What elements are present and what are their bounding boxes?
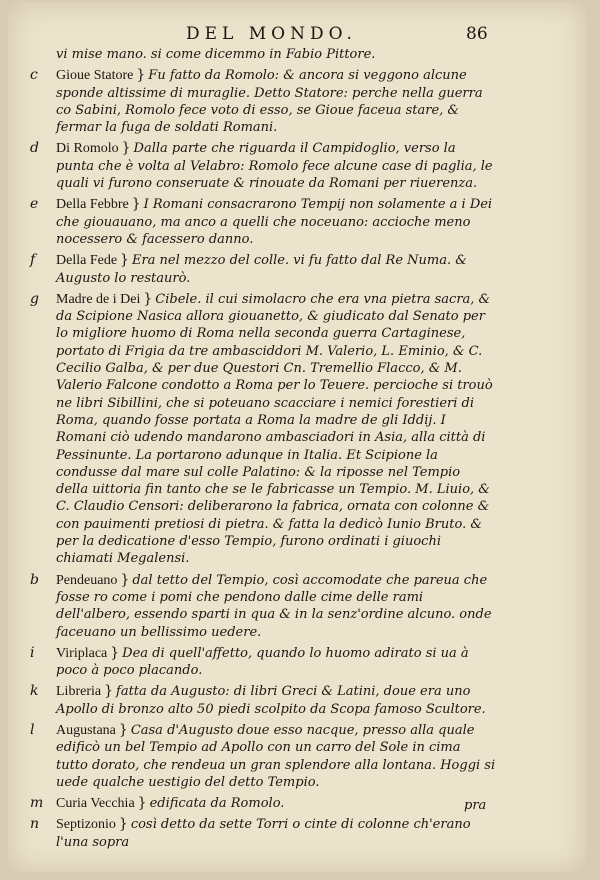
entry-name: Augustana <box>56 722 116 738</box>
entry-name: Septizonio <box>56 817 116 833</box>
brace-mark: } <box>120 571 130 588</box>
entry-name: Madre de i Dei <box>56 291 141 307</box>
entry-name: Gioue Statore <box>56 68 134 84</box>
entry-text: Dea di quell'affetto, quando lo huomo adirato si ua à poco à poco placando. <box>56 645 469 679</box>
entry-text: così detto da sette Torri o cinte di colonne ch'erano l'una sopra <box>56 817 471 850</box>
intro-text: vi mise mano. si come dicemmo in Fabio Pittore. <box>56 47 376 62</box>
entry-libreria <box>26 683 496 718</box>
entry-letter: e <box>30 196 39 213</box>
entry-pendeuano <box>26 572 496 641</box>
entry-text: Era nel mezzo del colle. vi fu fatto dal Re Numa. & Augusto lo restaurò. <box>56 253 467 286</box>
entry-text: Fu fatto da Romolo: & ancora si veggono alcune sponde altissime di muraglie. Detto Statore: perche nella guerra co Sabini, Romolo fece voto di esso, se Gioue faceua stare, & fermar la fuga de soldati Romani. <box>56 68 483 136</box>
entry-text: Dalla parte che riguarda il Campidoglio, verso la punta che è volta al Velabro: Romolo fece alcune case di paglia, le quali vi furono conseruate & rinouate da Romani per riuerenza. <box>56 141 493 192</box>
brace-mark: } <box>110 644 120 661</box>
brace-mark: } <box>121 140 131 157</box>
entry-letter: m <box>30 795 44 812</box>
brace-mark: } <box>136 67 146 84</box>
entry-della-febbre <box>26 196 496 248</box>
entry-text: Cibele. il cui simolacro che era vna pietra sacra, & da Scipione Nasica allora giouanetto, & giudicato dal Senato per lo migliore huomo di Roma nella seconda guerra Cartaginese, portato di Frigia da tre ambasciddori M. Valerio, L. Eminio, & C. Cecilio Galba, & per due Questori Cn. Tremellio Flacco, & M. Valerio Falcone condotto a Roma per lo Teuere. percioche si trouò ne libri Sibillini, che si poteuano scacciare i nemici forestieri di Roma, quando fosse portata a Roma la madre de gli Iddij. I Romani ciò udendo mandarono ambasciadori in Asia, alla città di Pessinunte. La portarono adunque in Italia. Et Scipione la condusse dal mare sul colle Palatino: & la riposse nel Tempio della uittoria fin tanto che se le fabricasse un Tempio. M. Liuio, & C. Claudio Censori: deliberarono la fabrica, ornata con colonne & con pauimenti pretiosi di pietra. & fatta la dedicò Iunio Bruto. & per la dedicatione d'esso Tempio, furono ordinati i giuochi chiamati Megalensi. <box>56 291 493 567</box>
page-content <box>26 46 496 855</box>
entry-letter: l <box>30 721 35 738</box>
entry-text: I Romani consacrarono Tempij non solamente a i Dei che giouauano, ma anco a quelli che noceuano: accioche meno nocessero & facessero danno. <box>56 197 493 247</box>
entry-letter: k <box>30 683 39 700</box>
entry-di-romolo <box>26 140 496 192</box>
entry-septizonio <box>26 816 496 851</box>
brace-mark: } <box>104 683 114 700</box>
page-header <box>8 24 586 46</box>
entry-curia-vecchia <box>26 795 496 812</box>
entry-letter: b <box>30 571 39 588</box>
entry-viriplaca <box>26 645 496 680</box>
entry-letter: d <box>30 140 39 157</box>
catchword: pra <box>464 798 487 813</box>
entry-text: Casa d'Augusto doue esso nacque, presso alla quale edificò un bel Tempio ad Apollo con un carro del Sole in cima tutto dorato, che rendeua un gran splendore alla lontana. Hoggi si uede qualche uestigio del detto Tempio. <box>56 722 496 790</box>
brace-mark: } <box>118 721 128 738</box>
intro-line <box>26 46 496 63</box>
running-title: DEL MONDO. <box>186 24 357 44</box>
entry-text: edificata da Romolo. <box>149 796 285 812</box>
entry-text: fatta da Augusto: di libri Greci & Latini, doue era uno Apollo di bronzo alto 50 piedi scolpito da Scopa famoso Scultore. <box>56 684 486 717</box>
entry-letter: c <box>30 67 38 84</box>
entry-name: Libreria <box>56 684 102 700</box>
brace-mark: } <box>120 252 129 269</box>
page-number: 86 <box>466 24 488 44</box>
entry-name: Di Romolo <box>56 141 119 157</box>
brace-mark: } <box>143 290 153 307</box>
entry-letter: i <box>30 644 35 661</box>
entry-name: Della Febbre <box>56 197 129 213</box>
entry-madre-de-i-dei <box>26 291 496 568</box>
brace-mark: } <box>118 816 128 833</box>
entry-augustana <box>26 722 496 791</box>
entry-name: Pendeuano <box>56 572 118 588</box>
entry-text: dal tetto del Tempio, così accomodate che pareua che fosse ro come i pomi che pendono dalle cime delle rami dell'albero, essendo sparti in qua & in la senz'ordine alcuno. onde faceuano un bellissimo uedere. <box>56 572 492 640</box>
book-page <box>8 2 586 872</box>
brace-mark: } <box>131 196 141 213</box>
entry-della-fede <box>26 252 496 287</box>
entry-letter: n <box>30 816 40 833</box>
entry-letter: g <box>30 290 39 307</box>
entry-letter: f <box>30 252 36 269</box>
entry-gioue-statore <box>26 67 496 136</box>
entry-name: Viriplaca <box>56 645 108 661</box>
brace-mark: } <box>137 795 147 812</box>
entry-name: Della Fede <box>56 253 118 269</box>
entry-name: Curia Vecchia <box>56 796 135 812</box>
